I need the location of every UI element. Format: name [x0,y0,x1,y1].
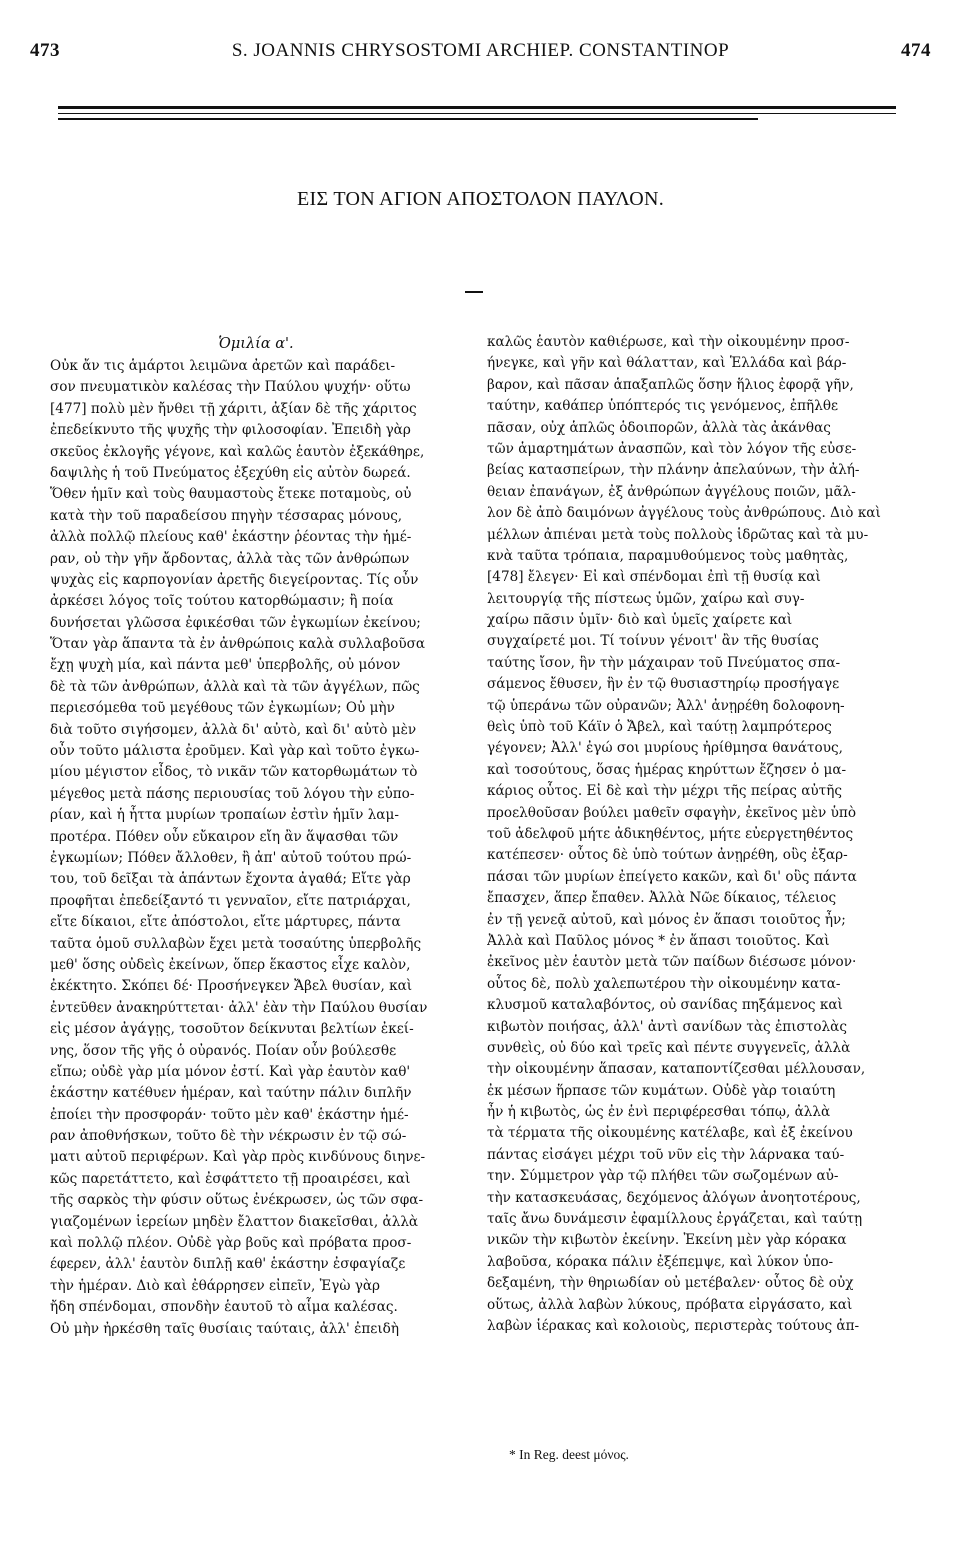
text-line: ἐποίει τὴν προσφοράν· τοῦτο μὲν καθ' ἑκάστην ἡμέ- [50,1106,409,1123]
page-number-left: 473 [30,40,60,61]
text-line: νικῶν τὴν κιβωτὸν ἐκείνην. Ἐκείνη μὲν γὰρ κόρακα [487,1232,847,1249]
text-line: Ὅθεν ἡμῖν καὶ τοὺς θαυμαστοὺς ἔτεκε ποταμοὺς, οὐ [50,486,412,503]
text-line: Ὅταν γὰρ ἅπαντα τὰ ἐν ἀνθρώποις καλὰ συλλαβοῦσα [50,636,426,653]
text-line: κατέπεσεν· οὗτος δὲ ὑπὸ τούτων ἀνῃρέθη, οὓς ἐξαρ- [487,847,848,864]
text-line: δεξαμένη, τὴν θηριωδίαν οὐ μετέβαλεν· οὗτος δὲ οὐχ [487,1275,854,1292]
footnote: * In Reg. deest μόνος. [509,1447,629,1462]
text-line: τοῦ ἀδελφοῦ μήτε ἀδικηθέντος, μήτε εὐεργετηθέντος [487,825,854,842]
text-line: Οὐκ ἄν τις ἁμάρτοι λειμῶνα ἀρετῶν καὶ παράδει- [50,358,396,374]
text-line: εἴπω; οὐδὲ γὰρ μία μόνον ἐστί. Καὶ γὰρ ἑαυτὸν καθ' [50,1063,411,1080]
text-line: κνὰ ταῦτα τρόπαια, παραμυθούμενος τοὺς μαθητὰς, [487,547,849,564]
running-title: S. JOANNIS CHRYSOSTOMI ARCHIEP. CONSTANTINOP [231,40,730,61]
text-line: τὴν ἡμέραν. Διὸ καὶ ἐθάρρησεν εἰπεῖν, Ἐγὼ γὰρ [50,1277,381,1294]
text-line: ραν, οὐ τὴν γῆν ἄρδοντας, ἀλλὰ τὰς τῶν ἀνθρώπων [50,550,410,567]
header-rule-thick [58,106,896,109]
text-line: μέλλων ἀπιέναι μετὰ τοὺς πολλοὺς ἱδρῶτας καὶ τὰ μυ- [487,526,869,543]
text-line: καλῶς ἑαυτὸν καθιέρωσε, καὶ τὴν οἰκουμένην προσ- [487,334,850,350]
text-line: καὶ πολλῷ πλέον. Οὐδὲ γὰρ βοῦς καὶ πρόβατα προσ- [50,1235,412,1252]
text-line: κῶς παρετάττετο, καὶ ἐσφάττετο τῇ προαιρέσει, καὶ [50,1170,411,1187]
text-line: ψυχὰς εἰς καρπογονίαν ἀρετῆς διεγείροντας. Τίς οὖν [50,571,419,588]
text-line: χαίρω πᾶσιν ὑμῖν· διὸ καὶ ὑμεῖς χαίρετε καὶ [487,612,793,629]
text-line: πᾶσαν, οὐχ ἁπλῶς ὁδοιπορῶν, ἀλλὰ τὰς ἀκάνθας [487,419,831,436]
text-line: ταύτης ἴσον, ἣν τὴν μάχαιραν τοῦ Πνεύματος σπα- [487,654,841,671]
text-line: ματι αὐτοῦ περιφέρων. Καὶ γὰρ πρὸς κινδύνους διηνε- [50,1149,426,1166]
text-line: κατὰ τὴν τοῦ παραδείσου πηγὴν τέσσαρας μόνους, [50,507,403,524]
text-line: λαβὼν ἱέρακας καὶ κολοιοὺς, περιστερὰς τούτους ἀπ- [487,1317,860,1334]
text-line: ἔχῃ ψυχὴ μία, καὶ πάντα μεθ' ὑπερβολῆς, οὐ μόνον [50,657,401,674]
text-line: έφερεν, ἀλλ' ἑαυτὸν διπλῇ καθ' ἑκάστην ἐσφαγίαζε [50,1256,406,1273]
text-line: ἐκέκτητο. Σκόπει δέ· Προσήνεγκεν Ἄβελ θυσίαν, καὶ [50,978,413,995]
right-column [487,332,900,1337]
text-line: ἦν ἡ κιβωτὸς, ὡς ἐν ἑνὶ περιφέρεσθαι τόπῳ, ἀλλὰ [487,1104,831,1121]
text-line: συγχαίρετέ μοι. Τί τοίνυν γένοιτ' ἂν τῆς θυσίας [487,633,819,650]
text-line: θεὶς ὑπὸ τοῦ Κάϊν ὁ Ἄβελ, καὶ ταύτῃ λαμπρότερος [487,719,832,736]
text-line: σον πνευματικὸν καλέσας τὴν Παύλου ψυχήν· οὕτω [50,379,411,396]
text-line: ἐν τῇ γενεᾷ αὐτοῦ, καὶ μόνος ἐν ἅπασι τοιοῦτος ἦν; [487,911,846,928]
text-line: οὕτως, ἀλλὰ λαβὼν λύκους, πρόβατα εἰργάσατο, καὶ [487,1296,853,1313]
text-line: πάσαι τῶν μυρίων ἐπείγετο κακῶν, καὶ δι' οὓς πάντα [487,868,857,885]
text-line: τῷ ὑπεράνω τῶν οὐρανῶν; Ἀλλ' ἀνῃρέθη δολοφονη- [487,697,845,714]
text-line: ἐκεῖνος μὲν ἑαυτὸν μετὰ τῶν παίδων διέσωσε μόνον· [487,954,857,971]
text-line: ήνεγκε, καὶ γῆν καὶ θάλατταν, καὶ Ἑλλάδα καὶ βάρ- [487,355,847,372]
text-line: μίου μέγιστον εἶδος, τὸ νικᾶν τῶν κατορθωμάτων τὸ [50,764,418,781]
text-line: του, τοῦ δεῖξαι τὰ ἁπάντων ἔχοντα ἀγαθά; Εἴτε γὰρ [50,871,411,888]
text-line: προφῆται ἐπεδείξαντό τι γενναῖον, εἴτε πατριάρχαι, [50,892,411,909]
text-line: μέγεθος μετὰ πάσης περιουσίας τοῦ λόγου τὴν εὐπο- [50,785,415,802]
page-number-right: 474 [901,40,931,61]
text-line: Ἀλλὰ καὶ Παῦλος μόνος * ἐν ἅπασι τοιοῦτος. Καὶ [487,932,830,949]
text-line: μεθ' ὅσης οὐδεὶς ἐκείνων, ὅπερ ἕκαστος εἶχε καλὸν, [50,956,411,973]
text-line: ἐπεδείκνυτο τῆς ψυχῆς τὴν φιλοσοφίαν. Ἐπειδὴ γὰρ [50,422,411,439]
text-line: ἤδη σπένδομαι, σπονδὴν ἑαυτοῦ τὸ αἷμα καλέσας. [50,1299,398,1316]
text-line: τὴν κατασκευάσας, δεχόμενος ἀλόγων ἀνοητοτέρους, [487,1189,861,1206]
text-line: διὰ τοῦτο σιγήσομεν, ἀλλὰ δι' αὐτὸ, καὶ δι' αὐτὸ μὲν [50,721,417,738]
text-line: γιαζομένων ἱερείων μηδὲν ἔλαττον διακεῖσθαι, ἀλλὰ [50,1213,419,1230]
text-line: προελθοῦσαν βούλει μαθεῖν σφαγὴν, ἐκεῖνος μὲν ὑπὸ [487,804,857,821]
text-line: ἑκάστην κατέθυεν ἡμέραν, καὶ ταύτην πάλιν διπλῆν [50,1085,412,1102]
text-line: γέγονεν; Ἀλλ' ἐγώ σοι μυρίους ἠρίθμησα θανάτους, [487,740,843,757]
text-line: οὖν τοῦτο μάλιστα ἐροῦμεν. Καὶ γὰρ καὶ τοῦτο ἐγκω- [50,743,420,760]
text-line: βείας κατασπείρων, τὴν πλάνην ἀπελαύνων, τὴν ἀλή- [487,462,860,479]
text-line: σάμενος ἔθυσεν, ἣν ἐν τῷ θυσιαστηρίῳ προσήγαγε [487,676,840,693]
text-line: συνθεὶς, οὐ δύο καὶ τρεῖς καὶ πέντε συγγενεῖς, ἀλλὰ [487,1039,851,1056]
text-line: ταῖς ἄνω δυνάμεσιν ἐφαμίλλους ἐργάζεται, καὶ ταύτῃ [487,1211,863,1228]
text-line: ἀλλὰ πολλῷ πλείους καθ' ἑκάστην ῥέοντας τὴν ἡμέ- [50,529,412,546]
text-line: ἀρκέσει λόγος τοῖς τούτου κατορθώμασιν; ἢ ποία [50,593,394,610]
text-line: σκεῦος ἐκλογῆς γέγονε, καὶ καλῶς ἑαυτὸν ἐξεκάθηρε, [50,443,425,460]
text-line: Οὐ μὴν ἠρκέσθη ταῖς θυσίαις ταύταις, ἀλλ' ἐπειδὴ [50,1320,400,1337]
text-line: δυνήσεται γλῶσσα ἐφικέσθαι τῶν ἐγκωμίων ἐκείνου; [50,614,421,631]
text-line: λον δὲ ἀπὸ δαιμόνων ἀγγέλους τοὺς ἀνθρώπους. Διὸ καὶ [487,505,881,522]
running-header [30,40,931,68]
text-line: τῆς σαρκὸς τὴν φύσιν οὕτως ἐνέκρωσεν, ὡς τῶν σφα- [50,1192,424,1209]
text-line: ραν ἀποθνήσκων, τοῦτο δὲ τὴν νέκρωσιν ἐν τῷ σώ- [50,1128,407,1145]
text-line: τῶν ἁμαρτημάτων ἀνασπῶν, καὶ τὸν λόγον τῆς εὐσε- [487,440,857,457]
text-line: [477] πολὺ μὲν ἤνθει τῇ χάριτι, ἀξίαν δὲ τῆς χάριτος [50,400,417,417]
text-line: την. Σύμμετρον γὰρ τῷ πλήθει τῶν σωζομένων αὐ- [487,1168,839,1185]
text-line: τὴν οἰκουμένην ἅπασαν, καταποντίζεσθαι μέλλουσαν, [487,1061,866,1078]
text-line: δαψιλὴς ἡ τοῦ Πνεύματος ἐξεχύθη εἰς αὐτὸν δωρεά. [50,464,411,481]
text-line: ταύτην, καθάπερ ὑπόπτερός τις γενόμενος, ἐπῆλθε [487,398,839,415]
text-line: [478] ἔλεγεν· Εἰ καὶ σπένδομαι ἐπὶ τῇ θυσίᾳ καὶ [487,569,821,586]
homily-label: Ὁμιλία α'. [218,336,294,352]
text-line: ἐντεῦθεν ἀνακηρύττεται· ἀλλ' ἐὰν τὴν Παύλου θυσίαν [50,999,428,1016]
text-line: λαβοῦσα, κόρακα πάλιν ἐξέπεμψε, καὶ λύκον ὑπο- [487,1253,834,1270]
text-line: ἐγκωμίων; Πόθεν ἄλλοθεν, ἢ ἀπ' αὐτοῦ τούτου πρώ- [50,849,412,866]
text-line: ἔπασχεν, ἅπερ ἔπαθεν. Ἀλλὰ Νῶε δίκαιος, τέλειος [487,890,837,907]
left-column [50,332,462,1340]
text-line: προτέρα. Πόθεν οὖν εὔκαιρον εἴη ἂν ἅψασθαι τῶν [50,828,399,845]
text-line: πάντας εἰσάγει μέχρι τοῦ νῦν εἰς τὴν λάρνακα ταύ- [487,1146,845,1163]
text-line: δὲ τὰ τῶν ἀνθρώπων, ἀλλὰ καὶ τὰ τῶν ἀγγέλων, πῶς [50,678,420,695]
text-line: κλυσμοῦ καταλαβόντος, οὐ σανίδας πηξάμενος καὶ [487,997,843,1014]
text-line: θειαν ἐπανάγων, ἐξ ἀνθρώπων ἀγγέλους ποιῶν, μᾶλ- [487,483,856,500]
text-line: εἰς μέσον ἀγάγῃς, τοσοῦτον δείκνυται βελτίων ἐκεί- [50,1021,414,1038]
text-line: ρίαν, καὶ ἡ ἧττα μυρίων τροπαίων ἐστὶν ἡμῖν λαμ- [50,807,399,824]
text-line: οὗτος δὲ, πολὺ χαλεπωτέρου τὴν οἰκουμένην κατα- [487,975,841,992]
text-line: ταῦτα ὁμοῦ συλλαβὼν ἔχει μετὰ τοσαύτης ὑπερβολῆς [50,935,422,952]
text-line: νης, ὅσον τῆς γῆς ὁ οὐρανός. Ποίαν οὖν βούλεσθε [50,1042,397,1059]
section-title: ΕΙΣ ΤΟΝ ΑΓΙΟΝ ΑΠΟΣΤΟΛΟΝ ΠΑΥΛΟΝ. [296,188,664,210]
header-rule-lower [58,118,758,120]
text-line: καὶ τοσούτους, ὅσας ἡμέρας κηρύττων ἔζησεν ὁ μα- [487,761,847,778]
text-line: κάριος οὗτος. Εἰ δὲ καὶ τὴν μέχρι τῆς πείρας αὐτῆς [487,783,842,800]
text-line: τὰ τέρματα τῆς οἰκουμένης κατέλαβε, καὶ ἐξ ἐκείνου [487,1125,853,1142]
text-line: λειτουργίᾳ τῆς πίστεως ὑμῶν, χαίρω καὶ συγ- [487,590,805,607]
text-line: περιεσόμεθα τοῦ μεγέθους τῶν ἐγκωμίων; Οὐ μὴν [50,700,395,717]
text-line: εἴτε δίκαιοι, εἴτε ἀπόστολοι, εἴτε μάρτυρες, πάντα [50,914,401,931]
text-line: ἐκ μέσων ἥρπασε τῶν κυμάτων. Οὐδὲ γὰρ τοιαύτη [487,1082,836,1099]
header-rule-thin [58,113,896,114]
title-divider [465,291,483,293]
text-line: βαρον, καὶ πᾶσαν ἁπαξαπλῶς ὅσην ἥλιος ἐφορᾷ γῆν, [487,376,854,393]
text-line: κιβωτὸν ποιήσας, ἀλλ' ἀντὶ σανίδων τὰς ἐπιστολὰς [487,1018,847,1035]
